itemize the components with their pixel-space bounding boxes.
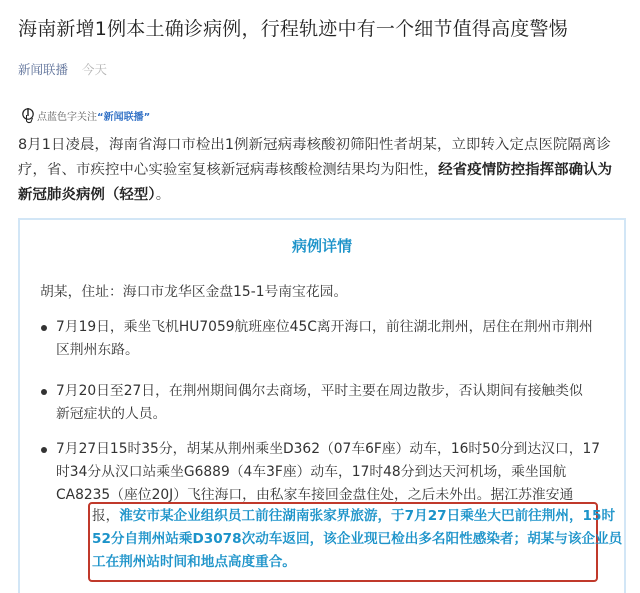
timeline-line: 7月27日15时35分，胡某从荆州乘坐D362（07车6F座）动车，16时50分到达汉口，17 <box>56 441 601 457</box>
timeline-line: 区荆州东路。 <box>56 342 139 358</box>
intro-emphasis: 经省疫情防控指挥部确认为 <box>438 162 613 178</box>
highlight-line <box>92 505 622 528</box>
source-link[interactable]: 新闻联播 <box>18 62 69 77</box>
follow-brand-link[interactable]: “新闻联播” <box>97 111 151 123</box>
case-address: 胡某，住址：海口市龙华区金盘15-1号南宝花园。 <box>40 284 348 300</box>
bullet-dot <box>41 325 47 331</box>
highlight-line: 52分自荆州站乘D3078次动车返回，该企业现已检出多名阳性感染者；胡某与该企业员 <box>92 531 623 547</box>
timeline-item <box>56 316 593 362</box>
publish-time: 今天 <box>82 62 108 77</box>
timeline-item <box>56 380 583 426</box>
timeline-line: 7月19日，乘坐飞机HU7059航班座位45C离开海口，前往湖北荆州，居住在荆州市荆州 <box>56 319 593 335</box>
article-title: 海南新增1例本土确诊病例，行程轨迹中有一个细节值得高度警惕 <box>18 18 568 40</box>
bullet-dot <box>41 389 47 395</box>
case-heading: 病例详情 <box>291 237 352 255</box>
intro-emphasis: 新冠肺炎病例（轻型） <box>18 187 156 203</box>
timeline-item <box>56 438 600 507</box>
article-meta <box>18 61 107 79</box>
timeline-line: CA8235（座位20J）飞往海口，由私家车接回金盘住处，之后未外出。据江苏淮安通 <box>56 487 574 503</box>
intro-paragraph <box>18 133 626 208</box>
intro-text: 疗，省、市疾控中心实验室复核新冠病毒核酸检测结果均为阳性， <box>18 162 439 178</box>
highlight-lead: 报， <box>92 508 120 524</box>
timeline-line: 时34分从汉口站乘坐G6889（4车3F座）动车，17时48分到达天河机场，乘坐国航 <box>56 464 567 480</box>
follow-prompt[interactable] <box>21 105 150 125</box>
timeline-line: 7月20日至27日，在荆州期间偶尔去商场，平时主要在周边散步，否认期间有接触类似 <box>56 383 583 399</box>
intro-line <box>18 183 626 208</box>
highlight-line: 工在荆州站时间和地点高度重合。 <box>92 554 296 570</box>
intro-line <box>18 158 626 183</box>
intro-text: 。 <box>155 187 171 203</box>
follow-prefix: 点蓝色字关注 <box>37 111 97 123</box>
highlight-emphasis: 淮安市某企业组织员工前往湖南张家界旅游，于7月27日乘坐大巴前往荆州，15时 <box>119 508 616 524</box>
tap-icon <box>21 107 36 124</box>
bullet-dot <box>41 447 47 453</box>
intro-line: 8月1日凌晨，海南省海口市检出1例新冠病毒核酸初筛阳性者胡某，立即转入定点医院隔离诊 <box>18 137 611 153</box>
highlight-text <box>92 505 622 574</box>
timeline-line: 新冠症状的人员。 <box>56 406 167 422</box>
